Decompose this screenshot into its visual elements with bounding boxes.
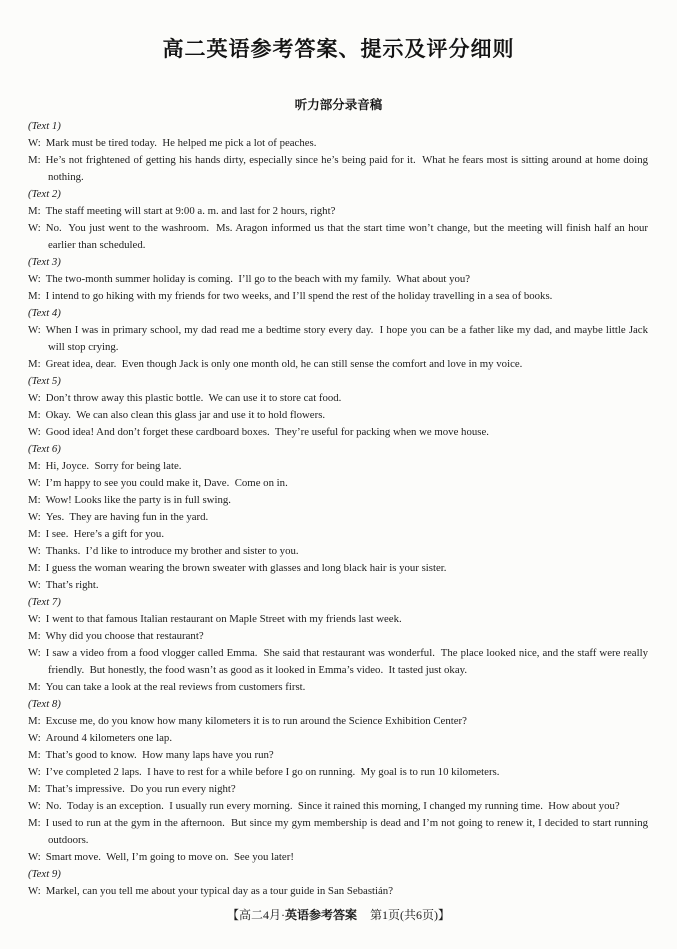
utterance-text: The staff meeting will start at 9:00 a. m. and last for 2 hours, right?: [45, 205, 336, 217]
speaker-label: W:: [28, 579, 41, 591]
dialogue-line: [28, 322, 651, 356]
speaker-label: W:: [28, 885, 41, 897]
dialogue-line: [28, 543, 648, 560]
dialogue-line: [28, 577, 648, 594]
listening-transcript: [28, 118, 651, 900]
utterance-text: I see. Here’s a gift for you.: [45, 528, 165, 540]
speaker-label: M:: [28, 783, 41, 795]
speaker-label: W:: [28, 732, 41, 744]
speaker-label: W:: [28, 851, 41, 863]
utterance-text: That’s right.: [45, 579, 99, 591]
dialogue-line: [28, 730, 648, 747]
dialogue-line: [28, 883, 648, 900]
dialogue-line: [28, 135, 648, 152]
speaker-label: M:: [28, 290, 41, 302]
text-section-marker: (Text 4): [28, 307, 61, 319]
footer-edition: 高二4月·: [238, 908, 285, 922]
speaker-label: M:: [28, 358, 41, 370]
text-section-marker: (Text 6): [28, 443, 61, 455]
speaker-label: W:: [28, 392, 41, 404]
utterance-text: Markel, can you tell me about your typical day as a tour guide in San Sebastián?: [45, 885, 393, 897]
dialogue-line: [28, 424, 648, 441]
speaker-label: W:: [28, 545, 41, 557]
utterance-text: Around 4 kilometers one lap.: [45, 732, 173, 744]
dialogue-line: [28, 747, 648, 764]
text-section-marker: (Text 8): [28, 698, 61, 710]
footer-page-info: 第1页(共6页): [370, 908, 438, 922]
dialogue-line: [28, 713, 648, 730]
utterance-text: That’s impressive. Do you run every night?: [45, 783, 236, 795]
dialogue-line: [28, 628, 648, 645]
dialogue-line: [28, 798, 648, 815]
dialogue-line: [28, 407, 648, 424]
text-section-marker: (Text 2): [28, 188, 61, 200]
dialogue-line: [28, 271, 648, 288]
utterance-text: Mark must be tired today. He helped me pick a lot of peaches.: [45, 137, 317, 149]
utterance-text: Don’t throw away this plastic bottle. We can use it to store cat food.: [45, 392, 342, 404]
dialogue-line: [28, 849, 648, 866]
utterance-text: Excuse me, do you know how many kilometers it is to run around the Science Exhibition Center?: [45, 715, 467, 727]
dialogue-line: [28, 492, 648, 509]
speaker-label: M:: [28, 409, 41, 421]
speaker-label: M:: [28, 715, 41, 727]
utterance-text: When I was in primary school, my dad read me a bedtime story every day. I hope you can be a father like my dad, and maybe little Jack will stop crying.: [45, 324, 651, 353]
speaker-label: W:: [28, 426, 41, 438]
speaker-label: W:: [28, 477, 41, 489]
text-section-marker: (Text 9): [28, 868, 61, 880]
utterance-text: Thanks. I’d like to introduce my brother and sister to you.: [45, 545, 299, 557]
utterance-text: No. Today is an exception. I usually run every morning. Since it rained this morning, I changed my running time. How about you?: [45, 800, 620, 812]
dialogue-line: [28, 560, 648, 577]
utterance-text: I guess the woman wearing the brown sweater with glasses and long black hair is your sister.: [45, 562, 447, 574]
footer-bracket-open: 【: [226, 908, 239, 922]
utterance-text: I’ve completed 2 laps. I have to rest for a while before I go on running. My goal is to run 10 kilometers.: [45, 766, 500, 778]
utterance-text: Great idea, dear. Even though Jack is only one month old, he can still sense the comfort and love in my voice.: [45, 358, 523, 370]
document-title: 高二英语参考答案、提示及评分细则: [162, 37, 515, 61]
utterance-text: I went to that famous Italian restaurant on Maple Street with my friends last week.: [45, 613, 402, 625]
dialogue-line: [28, 815, 651, 849]
dialogue-line: [28, 679, 648, 696]
utterance-text: Wow! Looks like the party is in full swing.: [45, 494, 231, 506]
dialogue-line: [28, 356, 648, 373]
utterance-text: You can take a look at the real reviews from customers first.: [45, 681, 306, 693]
speaker-label: M:: [28, 630, 41, 642]
utterance-text: That’s good to know. How many laps have you run?: [45, 749, 274, 761]
speaker-label: M:: [28, 205, 41, 217]
speaker-label: W:: [28, 647, 41, 659]
dialogue-line: [28, 458, 648, 475]
speaker-label: M:: [28, 562, 41, 574]
speaker-label: M:: [28, 494, 41, 506]
speaker-label: M:: [28, 460, 41, 472]
dialogue-line: [28, 645, 651, 679]
utterance-text: He’s not frightened of getting his hands dirty, especially since he’s being paid for it. What he fears most is sitting around at home doing nothing.: [45, 154, 651, 183]
dialogue-line: [28, 390, 648, 407]
dialogue-line: [28, 764, 648, 781]
utterance-text: The two-month summer holiday is coming. I’ll go to the beach with my family. What about you?: [45, 273, 471, 285]
utterance-text: I intend to go hiking with my friends for two weeks, and I’ll spend the rest of the holiday travelling in a sea of books.: [45, 290, 553, 302]
dialogue-line: [28, 475, 648, 492]
text-section-marker: (Text 5): [28, 375, 61, 387]
speaker-label: M:: [28, 749, 41, 761]
text-section-marker: (Text 1): [28, 120, 61, 132]
text-section-marker: (Text 3): [28, 256, 61, 268]
dialogue-line: [28, 220, 651, 254]
dialogue-line: [28, 526, 648, 543]
section-heading-listening-script: 听力部分录音稿: [294, 97, 383, 112]
utterance-text: Yes. They are having fun in the yard.: [45, 511, 209, 523]
speaker-label: M:: [28, 154, 41, 166]
speaker-label: W:: [28, 324, 41, 336]
page-footer: [0, 906, 677, 923]
utterance-text: Hi, Joyce. Sorry for being late.: [45, 460, 182, 472]
dialogue-line: [28, 288, 648, 305]
utterance-text: Good idea! And don’t forget these cardboard boxes. They’re useful for packing when we move house.: [45, 426, 489, 438]
utterance-text: Smart move. Well, I’m going to move on. See you later!: [45, 851, 294, 863]
footer-bracket-close: 】: [438, 908, 451, 922]
dialogue-line: [28, 509, 648, 526]
utterance-text: Okay. We can also clean this glass jar and use it to hold flowers.: [45, 409, 326, 421]
dialogue-line: [28, 781, 648, 798]
speaker-label: W:: [28, 613, 41, 625]
utterance-text: I’m happy to see you could make it, Dave. Come on in.: [45, 477, 288, 489]
utterance-text: I used to run at the gym in the afternoon. But since my gym membership is dead and I’m not going to renew it, I decided to start running outdoors.: [45, 817, 651, 846]
speaker-label: M:: [28, 681, 41, 693]
text-section-marker: (Text 7): [28, 596, 61, 608]
speaker-label: W:: [28, 511, 41, 523]
footer-subject: 英语参考答案: [284, 908, 357, 922]
utterance-text: Why did you choose that restaurant?: [45, 630, 204, 642]
speaker-label: W:: [28, 766, 41, 778]
utterance-text: No. You just went to the washroom. Ms. Aragon informed us that the start time won’t change, but the meeting will finish half an hour earlier than scheduled.: [45, 222, 651, 251]
utterance-text: I saw a video from a food vlogger called Emma. She said that restaurant was wonderful. The place looked nice, and the staff were really friendly. But honestly, the food wasn’t as good as it looked in Emma’s video. It tasted just okay.: [45, 647, 651, 676]
speaker-label: M:: [28, 817, 41, 829]
speaker-label: M:: [28, 528, 41, 540]
speaker-label: W:: [28, 222, 41, 234]
speaker-label: W:: [28, 137, 41, 149]
speaker-label: W:: [28, 800, 41, 812]
dialogue-line: [28, 152, 651, 186]
dialogue-line: [28, 611, 648, 628]
speaker-label: W:: [28, 273, 41, 285]
dialogue-line: [28, 203, 648, 220]
